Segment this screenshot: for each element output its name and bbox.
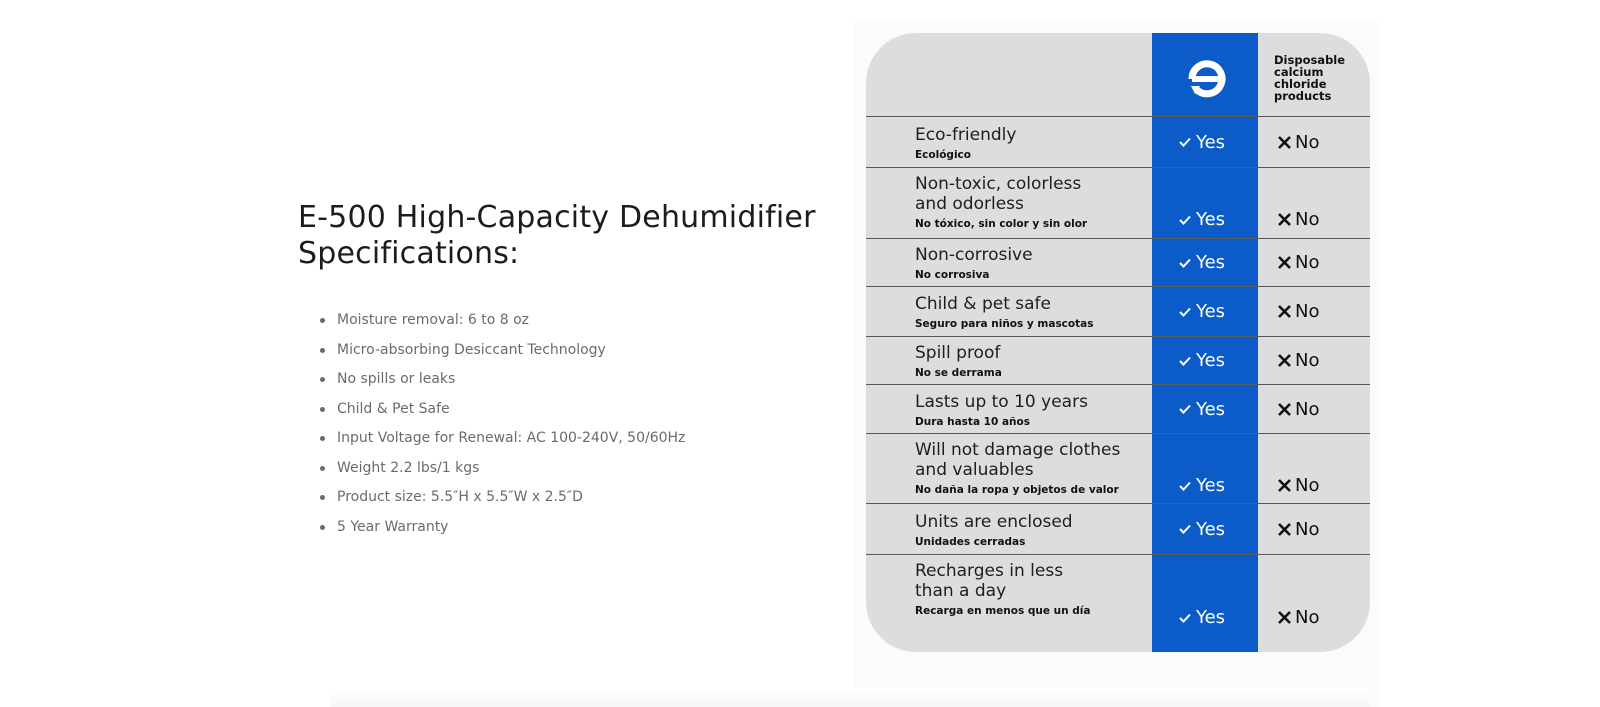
competitor-no-cell — [1277, 350, 1319, 371]
no-label: No — [1295, 209, 1320, 230]
brand-yes-cell — [1179, 475, 1225, 496]
check-icon — [1179, 613, 1191, 623]
title-line-1: E-500 High-Capacity Dehumidifier — [298, 200, 816, 235]
brand-yes-cell — [1179, 301, 1225, 322]
feature-label-line2: and valuables — [915, 459, 1034, 480]
bullet-icon — [320, 348, 325, 353]
table-row — [866, 503, 1370, 555]
yes-label: Yes — [1196, 475, 1226, 496]
x-icon — [1277, 610, 1292, 625]
feature-label: Will not damage clothes — [915, 440, 1121, 460]
bullet-icon — [320, 525, 325, 530]
no-label: No — [1295, 518, 1320, 540]
list-item: 5 Year Warranty — [337, 513, 838, 543]
comparison-header — [866, 33, 1370, 116]
yes-label: Yes — [1196, 607, 1226, 628]
brand-yes-cell — [1179, 399, 1225, 420]
feature-label-line2: and odorless — [915, 193, 1024, 214]
bullet-icon — [320, 436, 325, 441]
x-icon — [1277, 353, 1292, 368]
x-icon — [1277, 304, 1292, 319]
list-item: Child & Pet Safe — [337, 395, 838, 425]
check-icon — [1179, 215, 1191, 225]
yes-label: Yes — [1196, 131, 1226, 153]
table-row — [866, 238, 1370, 287]
x-icon — [1277, 212, 1292, 227]
list-item: Input Voltage for Renewal: AC 100-240V, 50/60Hz — [337, 424, 838, 454]
feature-label: Spill proof — [915, 343, 1001, 363]
feature-label-spanish: No tóxico, sin color y sin olor — [915, 218, 1088, 230]
yes-label: Yes — [1196, 301, 1226, 322]
competitor-no-cell — [1277, 475, 1319, 496]
brand-yes-cell — [1179, 519, 1225, 540]
feature-label: Recharges in less — [915, 561, 1064, 581]
title-line-2: Specifications: — [298, 236, 520, 271]
page-title — [298, 200, 838, 272]
competitor-no-cell — [1277, 132, 1319, 153]
x-icon — [1277, 402, 1292, 417]
competitor-column-label: Disposable calcium chloride products — [1274, 53, 1346, 103]
yes-label: Yes — [1196, 350, 1226, 371]
no-label: No — [1295, 350, 1320, 371]
table-row — [866, 336, 1370, 385]
feature-label-spanish: Dura hasta 10 años — [915, 415, 1030, 428]
competitor-no-cell — [1277, 519, 1319, 540]
list-item: Moisture removal: 6 to 8 oz — [337, 306, 838, 336]
eva-dry-logo-icon — [1185, 57, 1229, 101]
feature-label-spanish: Ecológico — [915, 148, 971, 161]
competitor-no-cell — [1277, 399, 1319, 420]
bottom-shadow — [330, 688, 1370, 707]
check-icon — [1179, 356, 1191, 366]
specifications-section — [298, 200, 838, 542]
comparison-chart — [866, 33, 1370, 652]
competitor-no-cell — [1277, 607, 1319, 628]
no-label: No — [1295, 301, 1320, 322]
no-label: No — [1295, 131, 1320, 153]
competitor-no-cell — [1277, 252, 1319, 273]
yes-label: Yes — [1196, 209, 1226, 230]
no-label: No — [1295, 607, 1320, 628]
bullet-icon — [320, 377, 325, 382]
feature-label-spanish: Recarga en menos que un día — [915, 605, 1091, 617]
brand-yes-cell — [1179, 607, 1225, 628]
x-icon — [1277, 522, 1292, 537]
check-icon — [1179, 481, 1191, 491]
check-icon — [1179, 307, 1191, 317]
feature-label-spanish: No daña la ropa y objetos de valor — [915, 484, 1119, 496]
bullet-icon — [320, 318, 325, 323]
list-item: Product size: 5.5″H x 5.5″W x 2.5″D — [337, 483, 838, 513]
x-icon — [1277, 135, 1292, 150]
feature-label-spanish: Seguro para niños y mascotas — [915, 318, 1094, 330]
bullet-icon — [320, 466, 325, 471]
feature-label-line2: than a day — [915, 580, 1007, 601]
table-row — [866, 286, 1370, 337]
list-item: Weight 2.2 lbs/1 kgs — [337, 454, 838, 484]
competitor-no-cell — [1277, 301, 1319, 322]
feature-label: Units are enclosed — [915, 511, 1073, 532]
yes-label: Yes — [1196, 252, 1226, 273]
check-icon — [1179, 524, 1191, 534]
brand-yes-cell — [1179, 132, 1225, 153]
feature-label: Non-corrosive — [915, 245, 1033, 265]
table-row — [866, 554, 1370, 652]
no-label: No — [1295, 252, 1320, 273]
table-row — [866, 433, 1370, 504]
table-row — [866, 167, 1370, 239]
feature-label: Child & pet safe — [915, 294, 1051, 314]
brand-yes-cell — [1179, 350, 1225, 371]
bullet-icon — [320, 407, 325, 412]
check-icon — [1179, 137, 1191, 147]
check-icon — [1179, 258, 1191, 268]
list-item: Micro-absorbing Desiccant Technology — [337, 336, 838, 366]
feature-label-spanish: No corrosiva — [915, 269, 990, 281]
table-row — [866, 116, 1370, 168]
feature-label-spanish: No se derrama — [915, 367, 1002, 379]
spec-list — [298, 306, 838, 542]
yes-label: Yes — [1196, 518, 1226, 540]
feature-label: Non-toxic, colorless — [915, 174, 1082, 194]
yes-label: Yes — [1196, 398, 1226, 420]
brand-yes-cell — [1179, 252, 1225, 273]
check-icon — [1179, 404, 1191, 414]
feature-label-spanish: Unidades cerradas — [915, 535, 1026, 548]
no-label: No — [1295, 398, 1320, 420]
x-icon — [1277, 478, 1292, 493]
no-label: No — [1295, 475, 1320, 496]
brand-yes-cell — [1179, 209, 1225, 230]
table-row — [866, 384, 1370, 434]
list-item: No spills or leaks — [337, 365, 838, 395]
x-icon — [1277, 255, 1292, 270]
feature-label: Lasts up to 10 years — [915, 391, 1088, 412]
bullet-icon — [320, 495, 325, 500]
competitor-no-cell — [1277, 209, 1319, 230]
feature-label: Eco-friendly — [915, 124, 1017, 145]
